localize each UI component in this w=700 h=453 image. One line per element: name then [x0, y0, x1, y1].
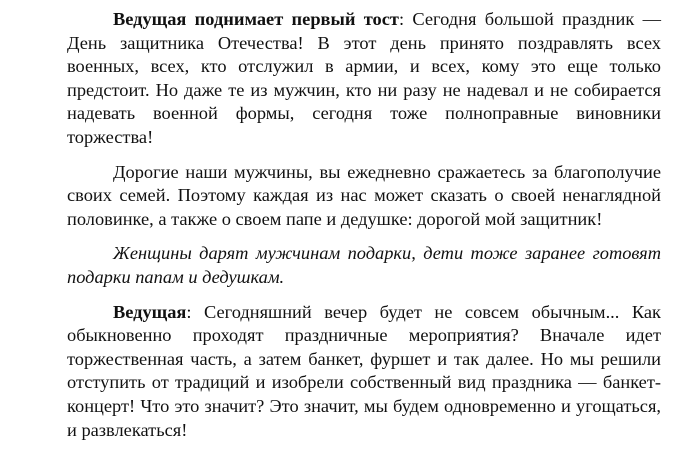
speaker-label: Ведущая поднимает первый тост — [113, 9, 399, 29]
paragraph-host-evening — [67, 301, 661, 443]
paragraph-text: Дорогие наши мужчины, вы ежедневно сражаетесь за благополучие своих семей. Поэтому каждая из нас может сказать о своей ненаглядной половинке, а также о своем папе и дедушке: дорогой мой защитник! — [67, 161, 661, 229]
paragraph-stage-direction — [67, 242, 661, 289]
paragraph-text: Женщины дарят мужчинам подарки, дети тоже заранее готовят подарки папам и дедушкам. — [67, 243, 661, 287]
paragraph-first-toast — [67, 8, 661, 150]
document-body — [67, 8, 661, 453]
paragraph-text: : Сегодняшний вечер будет не совсем обычным... Как обыкновенно проходят праздничные мероприятия? Вначале идет торжественная часть, а затем банкет, фуршет и так далее. Но мы решили отступить от традиций и изобрели собственный вид праздника — банкет-концерт! Что это значит? Это значит, мы будем одновременно и угощаться, и развлекаться! — [67, 301, 661, 440]
speaker-label: Ведущая — [113, 301, 187, 322]
paragraph-dear-men — [67, 161, 661, 232]
paragraph-text: : Сегодня большой праздник — День защитника Отечества! В этот день принято поздравлять всех военных, всех, кто отслужил в армии, и всех, кому это еще только предстоит. Но даже те из мужчин, кто ни разу не надевал и не собирается надевать военной формы, сегодня тоже полноправные виновники торжества! — [67, 9, 661, 147]
